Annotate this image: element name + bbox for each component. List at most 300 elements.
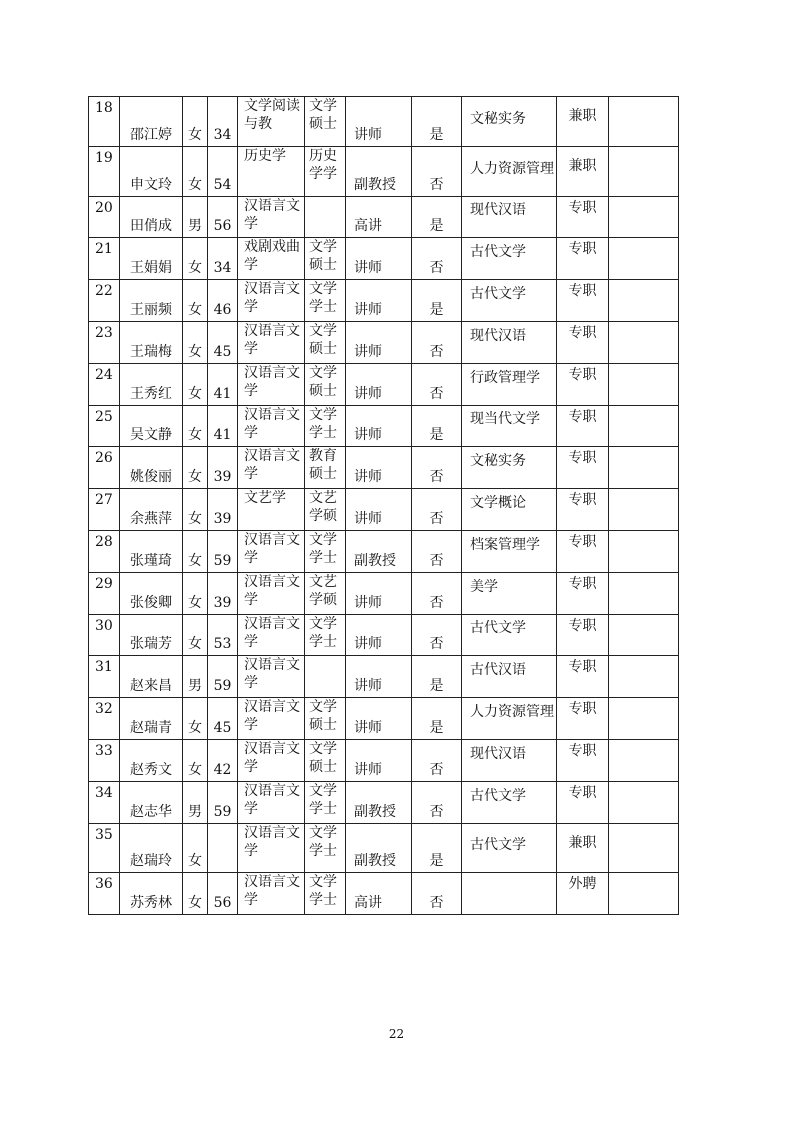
major-cell-text: 汉语言文学 xyxy=(244,531,300,566)
name-cell-text: 王瑞梅 xyxy=(130,343,172,360)
employment-type-cell xyxy=(557,280,609,322)
major-cell xyxy=(238,739,305,781)
major-cell-text: 汉语言文学 xyxy=(244,824,300,859)
row-number-cell xyxy=(89,447,120,489)
course-cell xyxy=(462,781,557,823)
employment-type-cell-text: 专职 xyxy=(568,450,597,467)
row-number-cell-text: 22 xyxy=(95,283,113,300)
row-number-cell-text: 24 xyxy=(95,366,113,383)
employment-type-cell xyxy=(557,614,609,656)
age-cell xyxy=(208,614,238,656)
dual-qualified-cell-text: 是 xyxy=(429,719,444,736)
age-cell xyxy=(208,823,238,873)
employment-type-cell-text: 专职 xyxy=(568,408,597,425)
age-cell xyxy=(208,656,238,698)
major-cell xyxy=(238,698,305,740)
major-cell xyxy=(238,280,305,322)
dual-qualified-cell-text: 是 xyxy=(429,126,444,143)
major-cell xyxy=(238,572,305,614)
major-cell-text: 汉语言文学 xyxy=(244,448,300,483)
employment-type-cell-text: 专职 xyxy=(568,575,597,592)
table-row xyxy=(89,146,679,196)
name-cell-text: 王丽频 xyxy=(130,301,172,318)
employment-type-cell xyxy=(557,530,609,572)
sex-cell-text: 女 xyxy=(188,552,202,569)
title-cell xyxy=(346,656,412,698)
title-cell-text: 讲师 xyxy=(354,636,382,653)
degree-cell-text: 文学学士 xyxy=(309,615,337,650)
employment-type-cell xyxy=(557,698,609,740)
empty-cell xyxy=(609,321,679,363)
employment-type-cell-text: 兼职 xyxy=(568,108,597,124)
major-cell-text: 汉语言文学 xyxy=(244,573,300,608)
degree-cell xyxy=(305,196,346,238)
age-cell-text: 59 xyxy=(213,552,232,569)
dual-qualified-cell-text: 否 xyxy=(429,895,444,912)
major-cell-text: 汉语言文学 xyxy=(244,197,300,232)
row-number-cell-text: 20 xyxy=(95,199,113,216)
degree-cell-text: 文学硕士 xyxy=(309,364,337,399)
dual-qualified-cell xyxy=(412,489,462,531)
title-cell-text: 讲师 xyxy=(354,385,382,402)
major-cell-text: 文艺学 xyxy=(244,490,286,507)
degree-cell xyxy=(305,656,346,698)
degree-cell xyxy=(305,280,346,322)
employment-type-cell-text: 外聘 xyxy=(568,876,597,893)
course-cell-text: 古代文学 xyxy=(470,787,526,804)
major-cell xyxy=(238,489,305,531)
age-cell xyxy=(208,572,238,614)
title-cell xyxy=(346,489,412,531)
name-cell xyxy=(120,489,183,531)
age-cell xyxy=(208,873,238,915)
degree-cell xyxy=(305,238,346,280)
table-row xyxy=(89,530,679,572)
major-cell xyxy=(238,363,305,405)
age-cell-text: 34 xyxy=(213,126,232,143)
title-cell xyxy=(346,146,412,196)
course-cell xyxy=(462,656,557,698)
empty-cell xyxy=(609,572,679,614)
course-cell-text: 古代文学 xyxy=(470,244,526,261)
table-row xyxy=(89,873,679,915)
name-cell xyxy=(120,572,183,614)
sex-cell-text: 女 xyxy=(188,260,202,277)
row-number-cell-text: 30 xyxy=(95,617,113,634)
title-cell xyxy=(346,280,412,322)
degree-cell-text: 文学学士 xyxy=(309,531,337,566)
course-cell-text: 古代汉语 xyxy=(470,662,526,679)
row-number-cell xyxy=(89,280,120,322)
course-cell-text: 古代文学 xyxy=(470,837,526,854)
employment-type-cell xyxy=(557,321,609,363)
name-cell-text: 赵瑞玲 xyxy=(130,853,172,870)
major-cell xyxy=(238,823,305,873)
sex-cell-text: 女 xyxy=(188,636,202,653)
row-number-cell-text: 34 xyxy=(95,784,113,801)
degree-cell-text: 文学硕士 xyxy=(309,740,337,775)
course-cell xyxy=(462,405,557,447)
staff-table xyxy=(88,96,679,915)
major-cell xyxy=(238,530,305,572)
employment-type-cell-text: 专职 xyxy=(568,659,597,676)
name-cell-text: 申文玲 xyxy=(130,176,172,193)
degree-cell xyxy=(305,614,346,656)
sex-cell-text: 男 xyxy=(188,218,202,235)
major-cell xyxy=(238,781,305,823)
name-cell xyxy=(120,280,183,322)
employment-type-cell xyxy=(557,447,609,489)
sex-cell-text: 女 xyxy=(188,385,202,402)
empty-cell xyxy=(609,739,679,781)
name-cell xyxy=(120,405,183,447)
row-number-cell-text: 19 xyxy=(95,149,113,166)
degree-cell-text: 文学硕士 xyxy=(309,239,337,274)
empty-cell xyxy=(609,489,679,531)
table-row xyxy=(89,280,679,322)
dual-qualified-cell-text: 否 xyxy=(429,552,444,569)
row-number-cell-text: 26 xyxy=(95,450,113,467)
course-cell xyxy=(462,146,557,196)
major-cell xyxy=(238,614,305,656)
age-cell xyxy=(208,196,238,238)
title-cell xyxy=(346,97,412,147)
dual-qualified-cell xyxy=(412,656,462,698)
name-cell-text: 余燕萍 xyxy=(130,510,172,527)
empty-cell xyxy=(609,196,679,238)
title-cell-text: 讲师 xyxy=(354,594,382,611)
empty-cell xyxy=(609,97,679,147)
dual-qualified-cell-text: 是 xyxy=(429,853,444,870)
title-cell xyxy=(346,698,412,740)
empty-cell xyxy=(609,447,679,489)
dual-qualified-cell xyxy=(412,196,462,238)
name-cell-text: 田俏成 xyxy=(130,218,172,235)
title-cell xyxy=(346,781,412,823)
age-cell-text: 42 xyxy=(213,761,232,778)
row-number-cell xyxy=(89,873,120,915)
sex-cell xyxy=(183,656,208,698)
age-cell xyxy=(208,146,238,196)
title-cell-text: 讲师 xyxy=(354,301,382,318)
major-cell-text: 汉语言文学 xyxy=(244,406,300,441)
major-cell-text: 汉语言文学 xyxy=(244,657,300,692)
major-cell xyxy=(238,321,305,363)
name-cell xyxy=(120,447,183,489)
name-cell xyxy=(120,823,183,873)
name-cell xyxy=(120,321,183,363)
major-cell-text: 汉语言文学 xyxy=(244,322,300,357)
degree-cell-text: 教育硕士 xyxy=(309,448,337,483)
dual-qualified-cell xyxy=(412,572,462,614)
sex-cell xyxy=(183,572,208,614)
course-cell xyxy=(462,614,557,656)
title-cell-text: 讲师 xyxy=(354,510,382,527)
table-row xyxy=(89,781,679,823)
degree-cell xyxy=(305,781,346,823)
age-cell-text: 46 xyxy=(213,301,232,318)
row-number-cell xyxy=(89,405,120,447)
course-cell-text: 人力资源管理 xyxy=(470,160,554,177)
degree-cell-text: 文学学士 xyxy=(309,406,337,441)
dual-qualified-cell-text: 否 xyxy=(429,385,444,402)
course-cell xyxy=(462,238,557,280)
dual-qualified-cell-text: 否 xyxy=(429,803,444,820)
major-cell-text: 汉语言文学 xyxy=(244,615,300,650)
sex-cell-text: 女 xyxy=(188,719,202,736)
employment-type-cell-text: 专职 xyxy=(568,366,597,383)
sex-cell-text: 女 xyxy=(188,510,202,527)
employment-type-cell xyxy=(557,572,609,614)
row-number-cell xyxy=(89,530,120,572)
name-cell-text: 姚俊丽 xyxy=(130,469,172,486)
course-cell-text: 文秘实务 xyxy=(470,453,526,470)
name-cell xyxy=(120,97,183,147)
row-number-cell-text: 33 xyxy=(95,742,113,759)
title-cell xyxy=(346,363,412,405)
dual-qualified-cell xyxy=(412,781,462,823)
degree-cell-text: 文学学士 xyxy=(309,281,337,316)
employment-type-cell xyxy=(557,781,609,823)
dual-qualified-cell-text: 否 xyxy=(429,510,444,527)
employment-type-cell-text: 兼职 xyxy=(568,157,597,174)
title-cell xyxy=(346,530,412,572)
name-cell-text: 赵秀文 xyxy=(130,761,172,778)
course-cell xyxy=(462,698,557,740)
empty-cell xyxy=(609,698,679,740)
name-cell xyxy=(120,781,183,823)
degree-cell xyxy=(305,489,346,531)
dual-qualified-cell-text: 否 xyxy=(429,469,444,486)
empty-cell xyxy=(609,280,679,322)
age-cell xyxy=(208,739,238,781)
sex-cell-text: 女 xyxy=(188,427,202,444)
dual-qualified-cell xyxy=(412,146,462,196)
employment-type-cell-text: 专职 xyxy=(568,701,597,718)
row-number-cell xyxy=(89,97,120,147)
name-cell xyxy=(120,530,183,572)
employment-type-cell-text: 专职 xyxy=(568,492,597,509)
name-cell-text: 张瑞芳 xyxy=(130,636,172,653)
table-row xyxy=(89,656,679,698)
title-cell xyxy=(346,238,412,280)
employment-type-cell-text: 专职 xyxy=(568,283,597,300)
empty-cell xyxy=(609,146,679,196)
sex-cell xyxy=(183,280,208,322)
dual-qualified-cell xyxy=(412,238,462,280)
empty-cell xyxy=(609,530,679,572)
age-cell xyxy=(208,280,238,322)
sex-cell xyxy=(183,823,208,873)
title-cell xyxy=(346,873,412,915)
name-cell xyxy=(120,363,183,405)
major-cell-text: 文学阅读与教 xyxy=(244,98,300,132)
employment-type-cell xyxy=(557,823,609,873)
major-cell xyxy=(238,97,305,147)
dual-qualified-cell-text: 否 xyxy=(429,636,444,653)
title-cell xyxy=(346,739,412,781)
degree-cell xyxy=(305,405,346,447)
major-cell xyxy=(238,146,305,196)
dual-qualified-cell xyxy=(412,530,462,572)
row-number-cell-text: 25 xyxy=(95,408,113,425)
table-row xyxy=(89,447,679,489)
employment-type-cell-text: 专职 xyxy=(568,324,597,341)
course-cell xyxy=(462,321,557,363)
title-cell-text: 讲师 xyxy=(354,126,382,143)
row-number-cell xyxy=(89,572,120,614)
employment-type-cell-text: 专职 xyxy=(568,617,597,634)
title-cell-text: 副教授 xyxy=(354,552,396,569)
name-cell-text: 王娟娟 xyxy=(130,260,172,277)
sex-cell xyxy=(183,321,208,363)
table-row xyxy=(89,614,679,656)
row-number-cell xyxy=(89,823,120,873)
sex-cell xyxy=(183,146,208,196)
table-body xyxy=(89,97,679,915)
table-row xyxy=(89,739,679,781)
degree-cell xyxy=(305,97,346,147)
degree-cell xyxy=(305,572,346,614)
employment-type-cell-text: 专职 xyxy=(568,199,597,216)
employment-type-cell-text: 专职 xyxy=(568,742,597,759)
major-cell-text: 汉语言文学 xyxy=(244,364,300,399)
age-cell xyxy=(208,238,238,280)
sex-cell xyxy=(183,447,208,489)
course-cell-text: 现代汉语 xyxy=(470,745,526,762)
course-cell xyxy=(462,280,557,322)
dual-qualified-cell xyxy=(412,447,462,489)
course-cell-text: 现代汉语 xyxy=(470,327,526,344)
title-cell xyxy=(346,405,412,447)
employment-type-cell xyxy=(557,196,609,238)
sex-cell-text: 男 xyxy=(188,803,202,820)
course-cell-text: 古代文学 xyxy=(470,285,526,302)
sex-cell-text: 男 xyxy=(188,678,202,695)
degree-cell xyxy=(305,739,346,781)
dual-qualified-cell xyxy=(412,321,462,363)
sex-cell-text: 女 xyxy=(188,895,202,912)
name-cell-text: 赵来昌 xyxy=(130,678,172,695)
name-cell-text: 张俊卿 xyxy=(130,594,172,611)
degree-cell-text: 文艺学硕 xyxy=(309,573,337,608)
course-cell xyxy=(462,363,557,405)
sex-cell xyxy=(183,97,208,147)
employment-type-cell xyxy=(557,739,609,781)
age-cell xyxy=(208,781,238,823)
row-number-cell-text: 29 xyxy=(95,575,113,592)
row-number-cell-text: 35 xyxy=(95,826,113,843)
course-cell-text: 文秘实务 xyxy=(470,110,526,127)
dual-qualified-cell-text: 否 xyxy=(429,761,444,778)
name-cell-text: 王秀红 xyxy=(130,385,172,402)
dual-qualified-cell-text: 是 xyxy=(429,301,444,318)
empty-cell xyxy=(609,405,679,447)
sex-cell xyxy=(183,238,208,280)
age-cell xyxy=(208,489,238,531)
row-number-cell xyxy=(89,196,120,238)
name-cell-text: 赵瑞青 xyxy=(130,719,172,736)
employment-type-cell xyxy=(557,405,609,447)
name-cell-text: 邵江婷 xyxy=(130,126,172,143)
course-cell-text: 行政管理学 xyxy=(470,369,540,386)
page-number: 22 xyxy=(388,1027,405,1041)
row-number-cell xyxy=(89,656,120,698)
row-number-cell xyxy=(89,614,120,656)
age-cell xyxy=(208,363,238,405)
name-cell xyxy=(120,238,183,280)
sex-cell-text: 女 xyxy=(188,176,202,193)
sex-cell-text: 女 xyxy=(188,343,202,360)
table-row xyxy=(89,572,679,614)
course-cell xyxy=(462,823,557,873)
sex-cell-text: 女 xyxy=(188,469,202,486)
title-cell-text: 副教授 xyxy=(354,176,396,193)
sex-cell-text: 女 xyxy=(188,761,202,778)
empty-cell xyxy=(609,238,679,280)
table-row xyxy=(89,363,679,405)
age-cell-text: 59 xyxy=(213,678,232,695)
dual-qualified-cell-text: 否 xyxy=(429,594,444,611)
major-cell-text: 汉语言文学 xyxy=(244,281,300,316)
name-cell xyxy=(120,698,183,740)
title-cell-text: 讲师 xyxy=(354,719,382,736)
sex-cell-text: 女 xyxy=(188,301,202,318)
age-cell-text: 54 xyxy=(213,176,232,193)
table-row xyxy=(89,489,679,531)
dual-qualified-cell-text: 否 xyxy=(429,260,444,277)
dual-qualified-cell-text: 否 xyxy=(429,343,444,360)
title-cell xyxy=(346,321,412,363)
degree-cell-text xyxy=(309,197,345,233)
major-cell xyxy=(238,447,305,489)
name-cell xyxy=(120,739,183,781)
course-cell-text: 档案管理学 xyxy=(470,536,540,553)
employment-type-cell-text: 兼职 xyxy=(568,834,597,851)
table-row xyxy=(89,97,679,147)
major-cell-text: 汉语言文学 xyxy=(244,874,300,909)
sex-cell-text: 女 xyxy=(188,853,202,870)
age-cell xyxy=(208,698,238,740)
degree-cell-text: 文学学士 xyxy=(309,782,337,817)
degree-cell xyxy=(305,873,346,915)
name-cell-text: 张瑾琦 xyxy=(130,552,172,569)
age-cell-text: 34 xyxy=(213,260,232,277)
title-cell-text: 讲师 xyxy=(354,343,382,360)
degree-cell-text: 文学硕士 xyxy=(309,98,337,132)
title-cell xyxy=(346,614,412,656)
course-cell-text xyxy=(470,878,556,914)
dual-qualified-cell-text: 是 xyxy=(429,218,444,235)
table-row xyxy=(89,823,679,873)
sex-cell xyxy=(183,739,208,781)
course-cell xyxy=(462,739,557,781)
name-cell xyxy=(120,873,183,915)
row-number-cell xyxy=(89,739,120,781)
title-cell-text: 高讲 xyxy=(354,895,382,912)
degree-cell-text: 文学硕士 xyxy=(309,322,337,357)
degree-cell-text: 文艺学硕 xyxy=(309,490,337,525)
sex-cell xyxy=(183,614,208,656)
age-cell-text: 39 xyxy=(213,469,232,486)
employment-type-cell xyxy=(557,97,609,147)
employment-type-cell-text: 专职 xyxy=(568,241,597,258)
age-cell-text: 59 xyxy=(213,803,232,820)
title-cell-text: 讲师 xyxy=(354,761,382,778)
course-cell xyxy=(462,530,557,572)
dual-qualified-cell xyxy=(412,739,462,781)
degree-cell xyxy=(305,447,346,489)
